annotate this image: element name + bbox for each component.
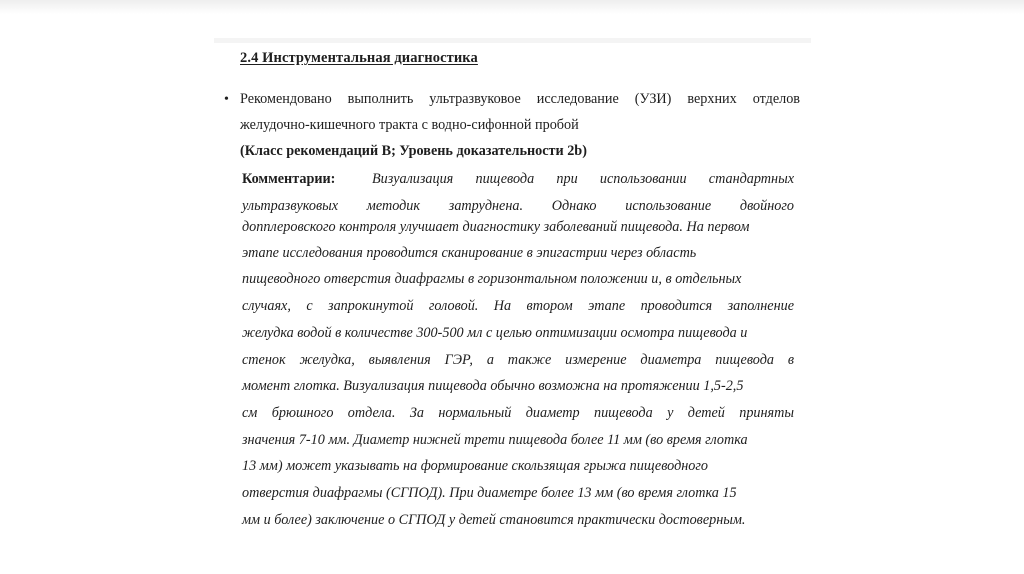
comment-line-12: 13 мм) может указывать на формирование скользящая грыжа пищеводного: [242, 458, 709, 474]
comment-line-6: случаях, с запрокинутой головой. На втором этапе проводится заполнение: [242, 298, 794, 314]
page-top-shadow: [0, 0, 1024, 14]
comment-line-2: ультразвуковых методик затруднена. Однако использование двойного: [242, 198, 794, 214]
comment-label: Комментарии:: [242, 171, 336, 187]
comment-line-11: значения 7-10 мм. Диаметр нижней трети пищевода более 11 мм (во время глотка: [242, 432, 748, 448]
comment-line-8: стенок желудка, выявления ГЭР, а также измерение диаметра пищевода в: [242, 352, 794, 368]
comment-line-5: пищеводного отверстия диафрагмы в горизонтальном положении и, в отдельных: [242, 271, 742, 287]
comment-line-7: желудка водой в количестве 300-500 мл с целью оптимизации осмотра пищевода и: [242, 325, 748, 341]
recommendation-class: (Класс рекомендаций B; Уровень доказательности 2b): [240, 143, 587, 159]
comment-line-3: допплеровского контроля улучшает диагностику заболеваний пищевода. На первом: [242, 219, 750, 235]
section-heading: 2.4 Инструментальная диагностика: [240, 50, 478, 66]
document-slide: [214, 38, 811, 538]
recommendation-line-1: Рекомендовано выполнить ультразвуковое исследование (УЗИ) верхних отделов: [240, 91, 800, 107]
comment-line-14: мм и более) заключение о СГПОД у детей становится практически достоверным.: [242, 512, 746, 528]
comment-line-4: этапе исследования проводится сканирование в эпигастрии через область: [242, 245, 697, 261]
comment-line-9: момент глотка. Визуализация пищевода обычно возможна на протяжении 1,5-2,5: [242, 378, 744, 394]
bullet-icon: •: [224, 92, 229, 107]
recommendation-line-2: желудочно-кишечного тракта с водно-сифонной пробой: [240, 117, 579, 133]
comment-line-13: отверстия диафрагмы (СГПОД). При диаметре более 13 мм (во время глотка 15: [242, 485, 737, 501]
slide-top-border: [214, 38, 811, 43]
comment-line-1: Визуализация пищевода при использовании стандартных: [372, 171, 794, 187]
comment-line-10: см брюшного отдела. За нормальный диаметр пищевода у детей приняты: [242, 405, 794, 421]
